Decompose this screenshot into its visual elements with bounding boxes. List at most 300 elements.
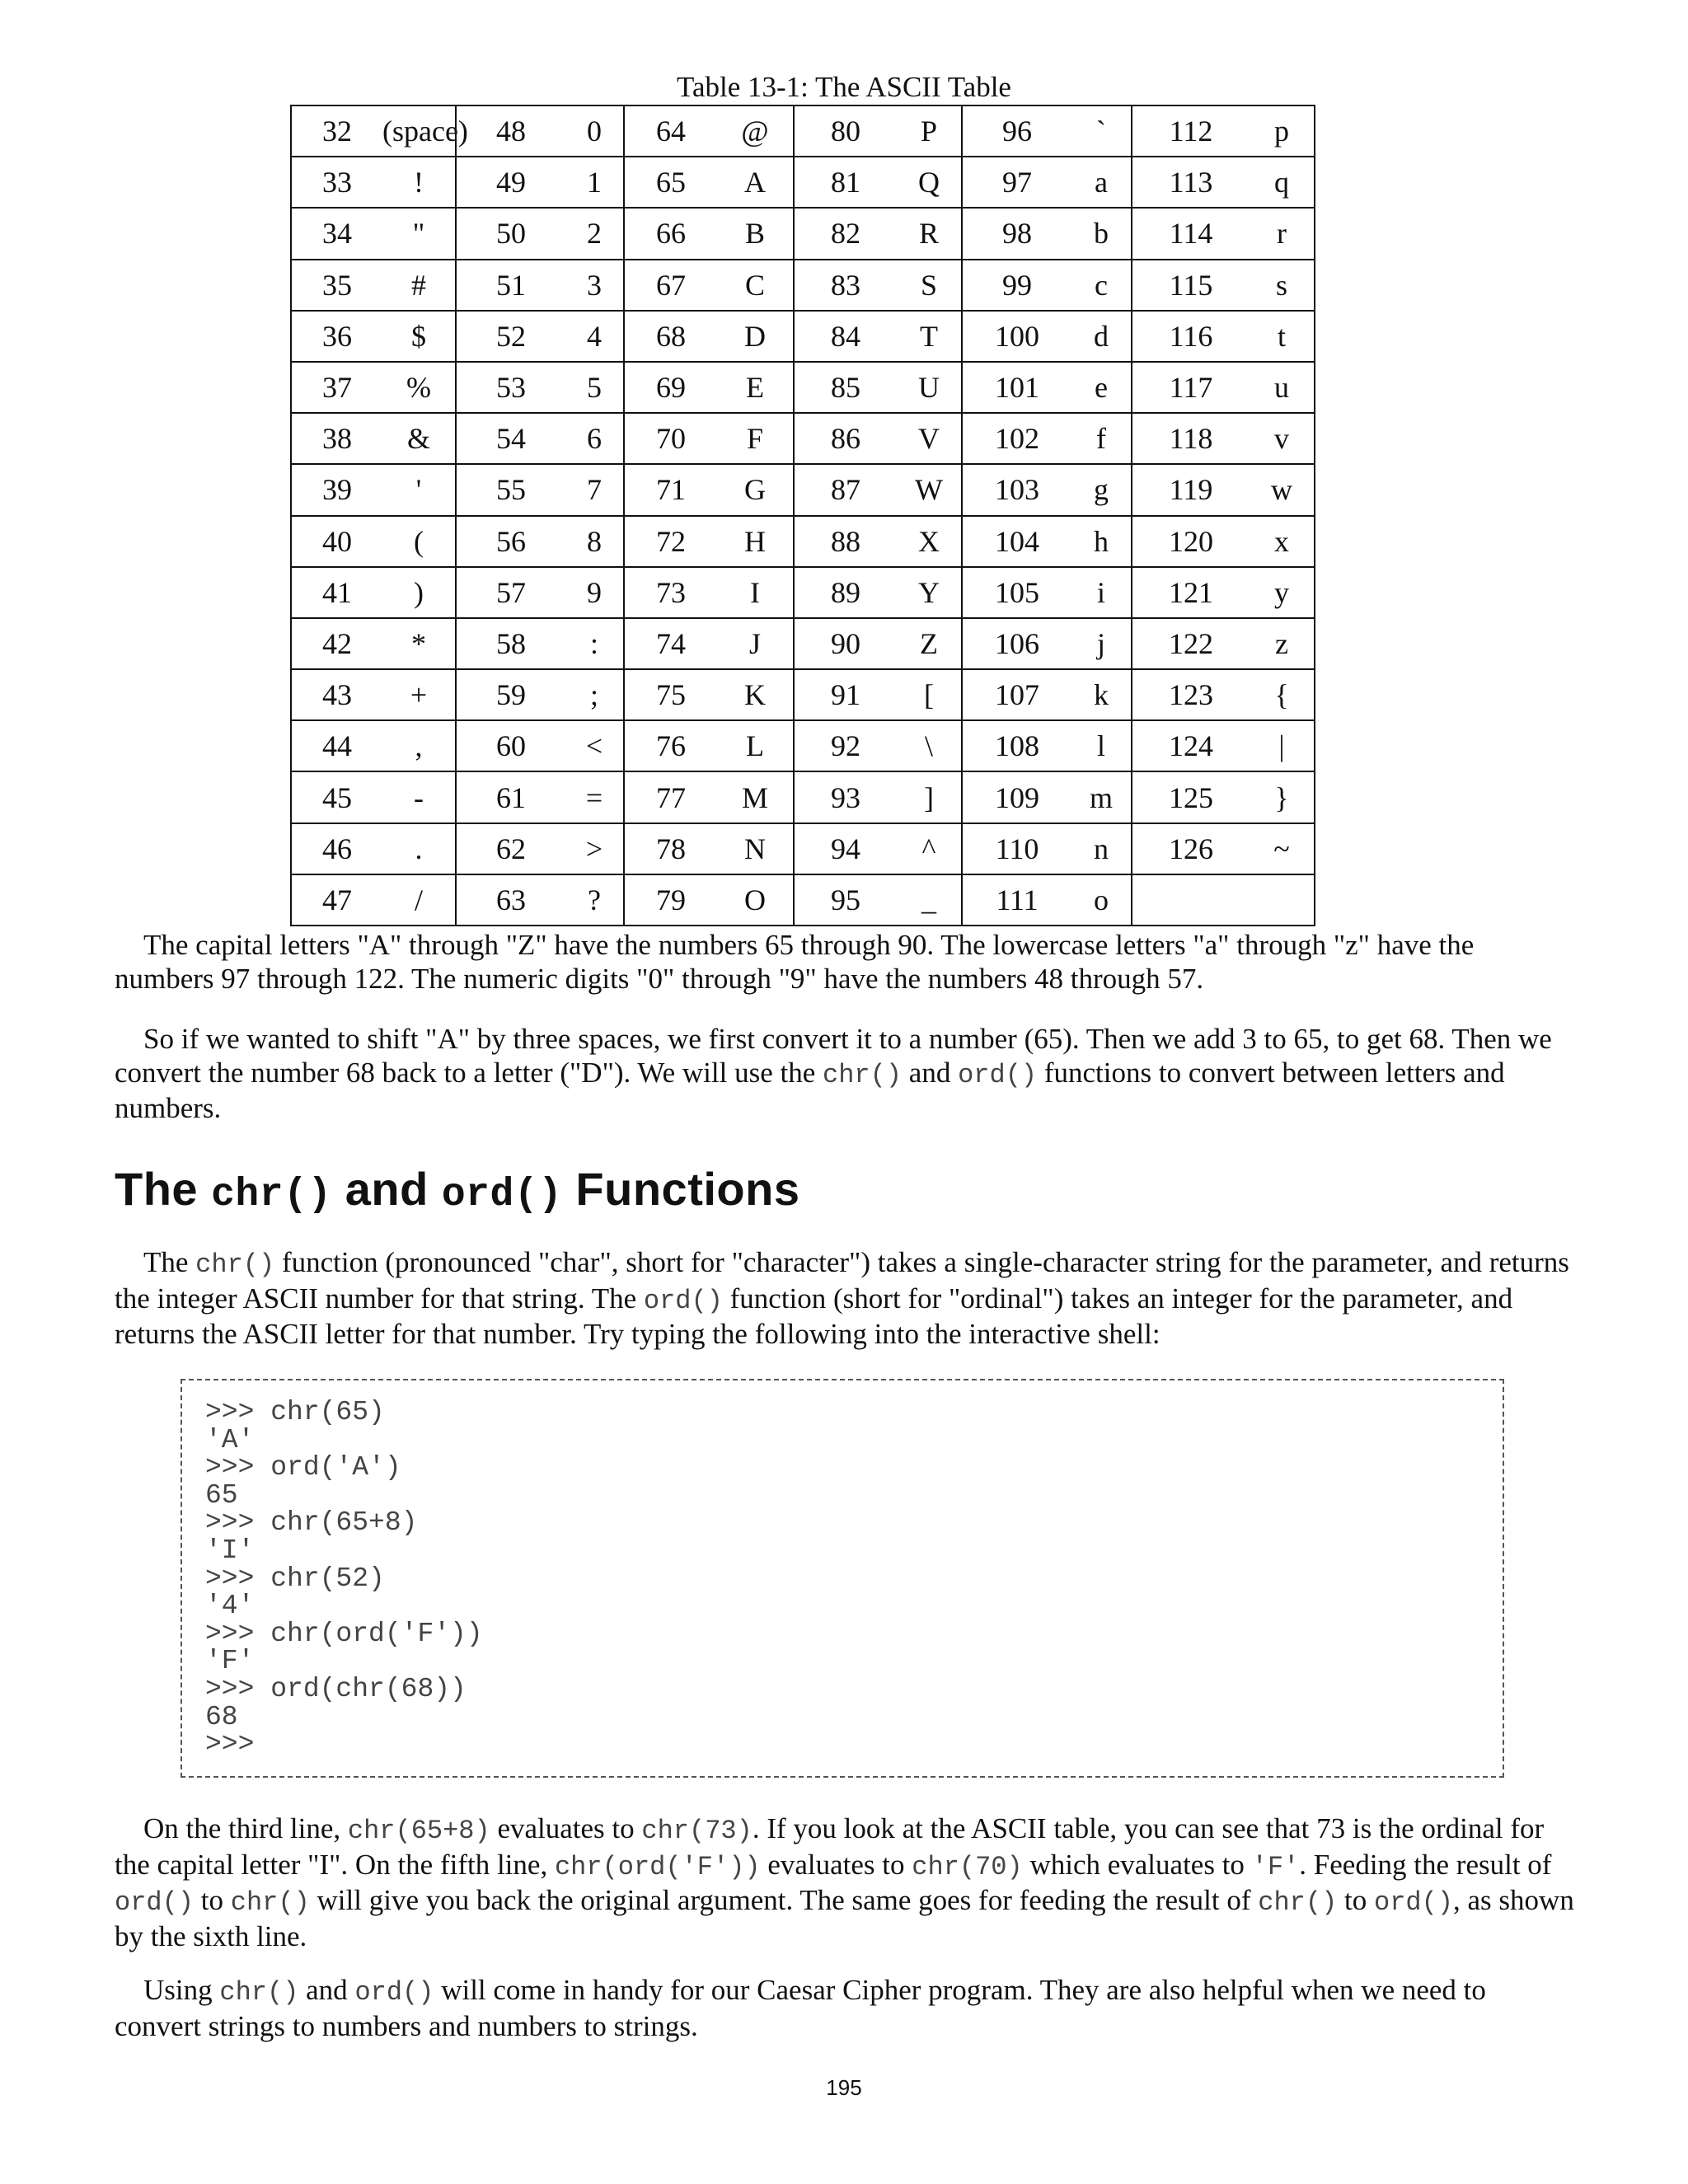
- ascii-table-cell: [624, 208, 794, 259]
- ascii-table-cell: [1132, 874, 1315, 926]
- ascii-table-cell: [456, 874, 624, 926]
- ascii-code: 51: [496, 268, 526, 302]
- ascii-character: T: [920, 319, 938, 353]
- ascii-character: #: [411, 268, 426, 302]
- ascii-table-cell: [962, 208, 1132, 259]
- ascii-code: 110: [995, 832, 1039, 865]
- ascii-code: 86: [831, 422, 860, 456]
- ascii-code: 33: [322, 166, 352, 199]
- para3-text-3: function (short for "ordinal") takes an integer for the parameter, and returns the ASCII letter for that number. Try typing the following into the interactive shell:: [115, 1282, 1513, 1350]
- para4-text-5: which evaluates to: [1022, 1848, 1252, 1881]
- ascii-code: 108: [995, 729, 1039, 763]
- ascii-character: [: [924, 678, 934, 712]
- ascii-code: 61: [496, 780, 526, 814]
- para4-text-8: will give you back the original argument. The same goes for feeding the result of: [309, 1884, 1259, 1916]
- ascii-code: 85: [831, 371, 860, 405]
- ascii-code: 41: [322, 575, 352, 609]
- ascii-character: f: [1096, 422, 1106, 456]
- ascii-code: 101: [995, 371, 1039, 405]
- ascii-code: 121: [1169, 575, 1213, 609]
- ascii-character: U: [918, 371, 940, 405]
- ascii-table-cell: [624, 157, 794, 208]
- para4-code-2: chr(73): [641, 1816, 753, 1846]
- paragraph-usage: [115, 1974, 1575, 2043]
- ascii-table-cell: [291, 720, 456, 771]
- ascii-code: 102: [995, 422, 1039, 456]
- ascii-table-cell: [291, 208, 456, 259]
- ascii-code: 64: [656, 115, 686, 148]
- ascii-code: 120: [1169, 524, 1213, 558]
- ascii-code: 90: [831, 626, 860, 660]
- ascii-table-cell: [624, 105, 794, 157]
- ascii-table-cell: [456, 311, 624, 362]
- ascii-code: 104: [995, 524, 1039, 558]
- heading-code-ord: ord(): [441, 1173, 563, 1217]
- para4-code-9: ord(): [1374, 1887, 1454, 1918]
- ascii-character: !: [414, 166, 424, 199]
- ascii-table-cell: [1132, 311, 1315, 362]
- ascii-table-cell: [1132, 771, 1315, 823]
- ascii-table-cell: [962, 771, 1132, 823]
- ascii-code: 45: [322, 780, 352, 814]
- ascii-code: 111: [996, 883, 1039, 916]
- ascii-character: Y: [918, 575, 940, 609]
- para4-text-4: evaluates to: [760, 1848, 912, 1881]
- ascii-code: 74: [656, 626, 686, 660]
- ascii-code: 54: [496, 422, 526, 456]
- ascii-table-cell: [1132, 260, 1315, 311]
- ascii-character: u: [1274, 371, 1289, 405]
- ascii-table-cell: [456, 157, 624, 208]
- ascii-character: S: [920, 268, 938, 302]
- ascii-table-cell: [291, 874, 456, 926]
- ascii-code: 112: [1169, 115, 1213, 148]
- ascii-table-cell: [456, 464, 624, 515]
- ascii-table-cell: [794, 516, 962, 567]
- ascii-table-cell: [962, 362, 1132, 413]
- ascii-table-cell: [624, 413, 794, 464]
- ascii-table: [290, 105, 1315, 926]
- ascii-table-cell: [1132, 567, 1315, 618]
- ascii-character: t: [1277, 319, 1286, 353]
- ascii-character: z: [1275, 626, 1288, 660]
- ascii-character: l: [1096, 729, 1105, 763]
- ascii-character: &: [406, 422, 430, 456]
- ascii-code: 57: [496, 575, 526, 609]
- ascii-character: I: [750, 575, 760, 609]
- ascii-character: 7: [587, 473, 602, 507]
- ascii-table-cell: [794, 157, 962, 208]
- ascii-character: ~: [1273, 832, 1290, 865]
- para1-text: The capital letters "A" through "Z" have the numbers 65 through 90. The lowercase letters "a" through "z" have the numbers 97 through 122. The numeric digits "0" through "9" have the numbers 48 through 57.: [115, 929, 1475, 995]
- ascii-table-cell: [794, 208, 962, 259]
- ascii-character: 8: [587, 524, 602, 558]
- ascii-code: 70: [656, 422, 686, 456]
- ascii-code: 84: [831, 319, 860, 353]
- ascii-table-cell: [624, 362, 794, 413]
- ascii-character: K: [744, 678, 766, 712]
- ascii-code: 47: [322, 883, 352, 916]
- ascii-character: :: [589, 626, 598, 660]
- ascii-code: 65: [656, 166, 686, 199]
- ascii-table-row: [291, 464, 1315, 515]
- ascii-table-cell: [1132, 157, 1315, 208]
- ascii-character: ;: [589, 678, 598, 712]
- ascii-table-row: [291, 413, 1315, 464]
- ascii-table-cell: [962, 464, 1132, 515]
- ascii-code: 43: [322, 678, 352, 712]
- ascii-character: O: [744, 883, 766, 916]
- section-heading: [115, 1160, 799, 1224]
- ascii-code: 81: [831, 166, 860, 199]
- ascii-code: 76: [656, 729, 686, 763]
- ascii-character: m: [1089, 780, 1113, 814]
- ascii-code: 106: [995, 626, 1039, 660]
- ascii-table-cell: [962, 413, 1132, 464]
- ascii-table-cell: [624, 618, 794, 669]
- ascii-character: =: [585, 780, 603, 814]
- ascii-table-cell: [794, 362, 962, 413]
- heading-code-chr: chr(): [211, 1173, 332, 1217]
- para3-code-chr: chr(): [195, 1249, 275, 1280]
- paragraph-explanation: [115, 1812, 1575, 1953]
- ascii-character: ?: [588, 883, 601, 916]
- ascii-table-cell: [794, 413, 962, 464]
- ascii-character: Z: [920, 626, 938, 660]
- ascii-code: 69: [656, 371, 686, 405]
- ascii-table-row: [291, 771, 1315, 823]
- para4-text-9: to: [1337, 1884, 1374, 1916]
- ascii-character: y: [1274, 575, 1289, 609]
- ascii-character: g: [1094, 473, 1109, 507]
- ascii-code: 50: [496, 217, 526, 251]
- ascii-table-row: [291, 208, 1315, 259]
- ascii-code: 124: [1169, 729, 1213, 763]
- ascii-table-cell: [291, 260, 456, 311]
- ascii-table-cell: [624, 669, 794, 720]
- ascii-character: R: [918, 217, 939, 251]
- ascii-code: 60: [496, 729, 526, 763]
- page-number: 195: [826, 2075, 862, 2100]
- paragraph-letter-ranges: [115, 929, 1575, 996]
- ascii-code: 53: [496, 371, 526, 405]
- ascii-table-cell: [291, 618, 456, 669]
- ascii-code: 118: [1169, 422, 1213, 456]
- ascii-character: ): [414, 575, 424, 609]
- ascii-character: v: [1274, 422, 1289, 456]
- ascii-code: 44: [322, 729, 352, 763]
- ascii-table-cell: [624, 771, 794, 823]
- paragraph-shift-example: [115, 1023, 1575, 1126]
- ascii-table-cell: [291, 413, 456, 464]
- ascii-table-cell: [794, 260, 962, 311]
- ascii-character: @: [741, 115, 769, 148]
- ascii-code: 79: [656, 883, 686, 916]
- ascii-table-cell: [456, 669, 624, 720]
- ascii-table-cell: [456, 413, 624, 464]
- ascii-code: 40: [322, 524, 352, 558]
- ascii-character: >: [585, 832, 603, 865]
- para4-text-1: On the third line,: [143, 1812, 348, 1844]
- para4-code-1: chr(65+8): [347, 1816, 490, 1846]
- ascii-character: c: [1095, 268, 1108, 302]
- ascii-character: d: [1094, 319, 1109, 353]
- ascii-code: 114: [1169, 217, 1213, 251]
- ascii-code: 73: [656, 575, 686, 609]
- code-example: >>> chr(65) 'A' >>> ord('A') 65 >>> chr(65+8) 'I' >>> chr(52) '4' >>> chr(ord('F')) 'F' >>> ord(chr(68)) 68 >>>: [205, 1397, 483, 1760]
- ascii-table-cell: [291, 567, 456, 618]
- ascii-table-cell: [962, 669, 1132, 720]
- ascii-table-cell: [456, 516, 624, 567]
- ascii-table-cell: [456, 208, 624, 259]
- para5-code-ord: ord(): [354, 1977, 434, 2008]
- ascii-table-cell: [624, 823, 794, 874]
- ascii-code: 59: [496, 678, 526, 712]
- ascii-character: e: [1095, 371, 1108, 405]
- ascii-character: n: [1094, 832, 1109, 865]
- para4-code-7: chr(): [230, 1887, 310, 1918]
- ascii-table-cell: [291, 157, 456, 208]
- ascii-code: 93: [831, 780, 860, 814]
- ascii-character: (space): [382, 115, 468, 148]
- para3-code-ord: ord(): [643, 1285, 723, 1316]
- ascii-table-cell: [456, 105, 624, 157]
- para4-code-8: chr(): [1258, 1887, 1338, 1918]
- ascii-code: 49: [496, 166, 526, 199]
- ascii-character: ^: [921, 832, 936, 865]
- ascii-table-row: [291, 669, 1315, 720]
- ascii-character: q: [1274, 166, 1289, 199]
- para4-code-4: chr(70): [912, 1851, 1023, 1882]
- ascii-character: W: [915, 473, 943, 507]
- ascii-character: 6: [587, 422, 602, 456]
- ascii-character: x: [1274, 524, 1289, 558]
- ascii-table-row: [291, 311, 1315, 362]
- ascii-character: H: [744, 524, 766, 558]
- ascii-character: h: [1094, 524, 1109, 558]
- ascii-character: w: [1271, 473, 1292, 507]
- ascii-table-cell: [456, 823, 624, 874]
- ascii-code: 71: [656, 473, 686, 507]
- para3-text-1: The: [143, 1246, 196, 1278]
- heading-text-2: and: [331, 1163, 442, 1215]
- paragraph-functions-intro: [115, 1246, 1575, 1352]
- ascii-character: Q: [918, 166, 940, 199]
- ascii-character: %: [406, 371, 431, 405]
- ascii-code: 67: [656, 268, 686, 302]
- ascii-code: 38: [322, 422, 352, 456]
- ascii-code: 96: [1002, 115, 1032, 148]
- ascii-table-cell: [962, 105, 1132, 157]
- ascii-table-row: [291, 618, 1315, 669]
- ascii-code: 80: [831, 115, 860, 148]
- ascii-character: M: [741, 780, 768, 814]
- ascii-code: 46: [322, 832, 352, 865]
- ascii-code: 66: [656, 217, 686, 251]
- ascii-character: r: [1277, 217, 1287, 251]
- ascii-table-cell: [794, 618, 962, 669]
- heading-text-3: Functions: [562, 1163, 800, 1215]
- ascii-table-cell: [624, 720, 794, 771]
- ascii-code: 125: [1169, 780, 1213, 814]
- ascii-character: b: [1094, 217, 1109, 251]
- ascii-code: 72: [656, 524, 686, 558]
- ascii-character: D: [744, 319, 766, 353]
- ascii-code: 116: [1169, 319, 1213, 353]
- ascii-character: p: [1274, 115, 1289, 148]
- ascii-table-body: [291, 105, 1315, 926]
- ascii-table-cell: [794, 720, 962, 771]
- code-example-box: [181, 1379, 1504, 1778]
- ascii-table-row: [291, 157, 1315, 208]
- ascii-table-cell: [962, 567, 1132, 618]
- ascii-character: +: [410, 678, 428, 712]
- heading-text-1: The: [115, 1163, 212, 1215]
- ascii-table-cell: [456, 618, 624, 669]
- ascii-character: *: [411, 626, 426, 660]
- para2-text-2: and: [902, 1056, 959, 1089]
- ascii-character: s: [1275, 268, 1287, 302]
- para2-code-ord: ord(): [958, 1059, 1038, 1090]
- ascii-character: C: [744, 268, 765, 302]
- para5-code-chr: chr(): [219, 1977, 299, 2008]
- ascii-character: G: [744, 473, 766, 507]
- ascii-character: .: [415, 832, 423, 865]
- ascii-character: {: [1274, 678, 1289, 712]
- ascii-table-cell: [794, 823, 962, 874]
- ascii-character: }: [1274, 780, 1289, 814]
- ascii-table-cell: [794, 567, 962, 618]
- ascii-code: 95: [831, 883, 860, 916]
- ascii-table-row: [291, 362, 1315, 413]
- ascii-table-cell: [624, 874, 794, 926]
- ascii-code: 63: [496, 883, 526, 916]
- para4-text-7: to: [194, 1884, 231, 1916]
- ascii-character: ]: [924, 780, 934, 814]
- ascii-table-cell: [962, 720, 1132, 771]
- para3-text-2: function (pronounced "char", short for "character") takes a single-character string for the parameter, and returns the integer ASCII number for that string. The: [115, 1246, 1569, 1315]
- ascii-character: 5: [587, 371, 602, 405]
- ascii-character: ": [412, 217, 425, 251]
- ascii-table-cell: [624, 516, 794, 567]
- para2-text-1: So if we wanted to shift "A" by three spaces, we first convert it to a number (65). Then we add 3 to 65, to get 68. Then we convert the number 68 back to a letter ("D"). We will use the: [115, 1023, 1552, 1089]
- ascii-table-cell: [291, 516, 456, 567]
- ascii-table-cell: [291, 771, 456, 823]
- ascii-code: 126: [1169, 832, 1213, 865]
- ascii-table-cell: [1132, 413, 1315, 464]
- ascii-code: 36: [322, 319, 352, 353]
- para4-code-5: 'F': [1251, 1851, 1300, 1882]
- ascii-code: 62: [496, 832, 526, 865]
- ascii-character: <: [585, 729, 603, 763]
- ascii-table-cell: [291, 669, 456, 720]
- ascii-code: 77: [656, 780, 686, 814]
- table-caption: Table 13-1: The ASCII Table: [677, 71, 1011, 103]
- ascii-table-cell: [1132, 208, 1315, 259]
- ascii-character: |: [1278, 729, 1285, 763]
- ascii-character: 1: [587, 166, 602, 199]
- ascii-table-cell: [794, 669, 962, 720]
- ascii-character: 4: [587, 319, 602, 353]
- ascii-code: 34: [322, 217, 352, 251]
- ascii-character: 0: [587, 115, 602, 148]
- ascii-code: 98: [1002, 217, 1032, 251]
- ascii-table-cell: [1132, 464, 1315, 515]
- ascii-table-cell: [624, 311, 794, 362]
- ascii-table-cell: [962, 618, 1132, 669]
- ascii-character: /: [414, 883, 423, 916]
- ascii-table-cell: [962, 260, 1132, 311]
- ascii-code: 87: [831, 473, 860, 507]
- ascii-code: 109: [995, 780, 1039, 814]
- para4-code-6: ord(): [115, 1887, 195, 1918]
- ascii-character: 3: [587, 268, 602, 302]
- ascii-code: 68: [656, 319, 686, 353]
- ascii-table-cell: [291, 362, 456, 413]
- para2-code-chr: chr(): [823, 1059, 903, 1090]
- ascii-code: 113: [1169, 166, 1213, 199]
- ascii-character: P: [920, 115, 938, 148]
- ascii-code: 82: [831, 217, 860, 251]
- ascii-table-cell: [291, 464, 456, 515]
- ascii-code: 88: [831, 524, 860, 558]
- ascii-code: 97: [1002, 166, 1032, 199]
- ascii-character: J: [748, 626, 761, 660]
- ascii-code: 91: [831, 678, 860, 712]
- ascii-code: 105: [995, 575, 1039, 609]
- ascii-code: 115: [1169, 268, 1213, 302]
- ascii-code: 48: [496, 115, 526, 148]
- ascii-table-row: [291, 260, 1315, 311]
- ascii-code: 100: [995, 319, 1039, 353]
- ascii-table-cell: [1132, 105, 1315, 157]
- ascii-table-cell: [456, 771, 624, 823]
- ascii-table-row: [291, 105, 1315, 157]
- para4-code-3: chr(ord('F')): [554, 1851, 761, 1882]
- ascii-table-cell: [291, 823, 456, 874]
- ascii-character: i: [1096, 575, 1105, 609]
- ascii-character: `: [1096, 115, 1106, 148]
- ascii-character: k: [1094, 678, 1109, 712]
- ascii-code: 56: [496, 524, 526, 558]
- para5-text-3: will come in handy for our Caesar Cipher program. They are also helpful when we need to convert strings to numbers and numbers to strings.: [115, 1974, 1486, 2042]
- ascii-table-cell: [1132, 618, 1315, 669]
- ascii-code: 89: [831, 575, 860, 609]
- ascii-character: 2: [587, 217, 602, 251]
- para4-text-3: . If you look at the ASCII table, you can see that 73 is the ordinal for the capital letter "I". On the fifth line,: [115, 1812, 1545, 1881]
- ascii-table-cell: [794, 874, 962, 926]
- ascii-table-cell: [794, 771, 962, 823]
- ascii-code: 32: [322, 115, 352, 148]
- ascii-character: -: [414, 780, 424, 814]
- ascii-code: 55: [496, 473, 526, 507]
- ascii-table-cell: [962, 157, 1132, 208]
- ascii-table-cell: [1132, 362, 1315, 413]
- ascii-character: V: [918, 422, 940, 456]
- ascii-character: o: [1094, 883, 1109, 916]
- ascii-character: ': [415, 473, 422, 507]
- ascii-table-cell: [291, 311, 456, 362]
- ascii-code: 117: [1169, 371, 1213, 405]
- ascii-code: 119: [1169, 473, 1213, 507]
- ascii-code: 122: [1169, 626, 1213, 660]
- ascii-table-cell: [456, 720, 624, 771]
- ascii-code: 37: [322, 371, 352, 405]
- ascii-character: _: [921, 883, 936, 916]
- para2-text-3: functions to convert between letters and numbers.: [115, 1056, 1505, 1124]
- ascii-table-cell: [962, 823, 1132, 874]
- ascii-table-cell: [962, 516, 1132, 567]
